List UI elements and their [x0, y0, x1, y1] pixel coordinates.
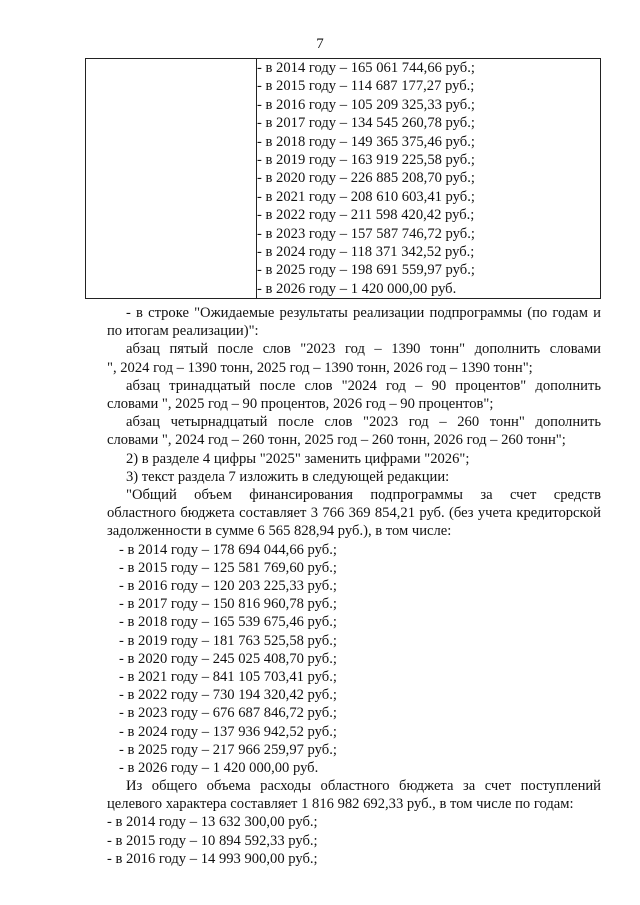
table-left-cell [86, 59, 257, 299]
table-line: - в 2024 году – 118 371 342,52 руб.; [257, 243, 475, 260]
list-item: - в 2018 году – 165 539 675,46 руб.; [119, 614, 337, 631]
paragraph-line: целевого характера составляет 1 816 982 692,33 руб., в том числе по годам: [107, 796, 574, 813]
paragraph-line: абзац пятый после слов "2023 год – 1390 тонн" дополнить словами [126, 341, 601, 358]
list-item: - в 2016 году – 14 993 900,00 руб.; [107, 850, 318, 867]
table-line: - в 2021 году – 208 610 603,41 руб.; [257, 188, 475, 205]
list-item: - в 2019 году – 181 763 525,58 руб.; [119, 632, 337, 649]
list-item: - в 2017 году – 150 816 960,78 руб.; [119, 596, 337, 613]
table-line: - в 2014 году – 165 061 744,66 руб.; [257, 60, 475, 76]
table-line: - в 2022 году – 211 598 420,42 руб.; [257, 207, 475, 224]
paragraph-line: абзац четырнадцатый после слов "2023 год – 260 тонн" дополнить [126, 414, 601, 431]
table-line: - в 2016 году – 105 209 325,33 руб.; [257, 96, 475, 113]
paragraph-line: областного бюджета составляет 3 766 369 854,21 руб. (без учета кредиторской [107, 505, 601, 522]
table-line: - в 2025 году – 198 691 559,97 руб.; [257, 262, 475, 279]
paragraph-line: ", 2024 год – 1390 тонн, 2025 год – 1390 тонн, 2026 год – 1390 тонн"; [107, 359, 533, 376]
list-item: - в 2016 году – 120 203 225,33 руб.; [119, 578, 337, 595]
paragraph-line: "Общий объем финансирования подпрограммы за счет средств [126, 487, 601, 504]
table-line: - в 2017 году – 134 545 260,78 руб.; [257, 115, 475, 132]
table-line: - в 2020 году – 226 885 208,70 руб.; [257, 170, 475, 187]
list-item: - в 2014 году – 13 632 300,00 руб.; [107, 814, 318, 831]
list-item: - в 2015 году – 10 894 592,33 руб.; [107, 832, 318, 849]
paragraph-line: 3) текст раздела 7 изложить в следующей редакции: [126, 468, 450, 485]
funding-table [85, 58, 601, 299]
paragraph-line: по итогам реализации)": [107, 323, 259, 340]
list-item: - в 2015 году – 125 581 769,60 руб.; [119, 559, 337, 576]
list-item: - в 2023 году – 676 687 846,72 руб.; [119, 705, 337, 722]
table-line: - в 2026 году – 1 420 000,00 руб. [257, 280, 457, 297]
list-item: - в 2024 году – 137 936 942,52 руб.; [119, 723, 337, 740]
page-number: 7 [316, 36, 324, 52]
list-item: - в 2020 году – 245 025 408,70 руб.; [119, 650, 337, 667]
paragraph-line: 2) в разделе 4 цифры "2025" заменить цифрами "2026"; [126, 450, 470, 467]
list-item: - в 2014 году – 178 694 044,66 руб.; [119, 541, 337, 558]
table-line: - в 2018 году – 149 365 375,46 руб.; [257, 133, 475, 150]
paragraph-line: Из общего объема расходы областного бюджета за счет поступлений [126, 778, 601, 795]
list-item: - в 2026 году – 1 420 000,00 руб. [119, 759, 319, 776]
list-item: - в 2022 году – 730 194 320,42 руб.; [119, 687, 337, 704]
paragraph-line: задолженности в сумме 6 565 828,94 руб.), в том числе: [107, 523, 452, 540]
table-line: - в 2019 году – 163 919 225,58 руб.; [257, 151, 475, 168]
document-body [107, 304, 601, 868]
table-line: - в 2023 году – 157 587 746,72 руб.; [257, 225, 475, 242]
paragraph-line: - в строке "Ожидаемые результаты реализации подпрограммы (по годам и [126, 305, 601, 321]
table-row [86, 59, 601, 299]
list-item: - в 2025 году – 217 966 259,97 руб.; [119, 741, 337, 758]
list-item: - в 2021 году – 841 105 703,41 руб.; [119, 668, 337, 685]
table-right-cell [257, 59, 601, 299]
table-line: - в 2015 году – 114 687 177,27 руб.; [257, 78, 475, 95]
paragraph-line: абзац тринадцатый после слов "2024 год – 90 процентов" дополнить [126, 377, 601, 394]
paragraph-line: словами ", 2024 год – 260 тонн, 2025 год – 260 тонн, 2026 год – 260 тонн"; [107, 432, 566, 449]
targeted-funding-list [107, 813, 601, 868]
paragraph-line: словами ", 2025 год – 90 процентов, 2026 год – 90 процентов"; [107, 396, 494, 413]
funding-list [107, 541, 601, 777]
